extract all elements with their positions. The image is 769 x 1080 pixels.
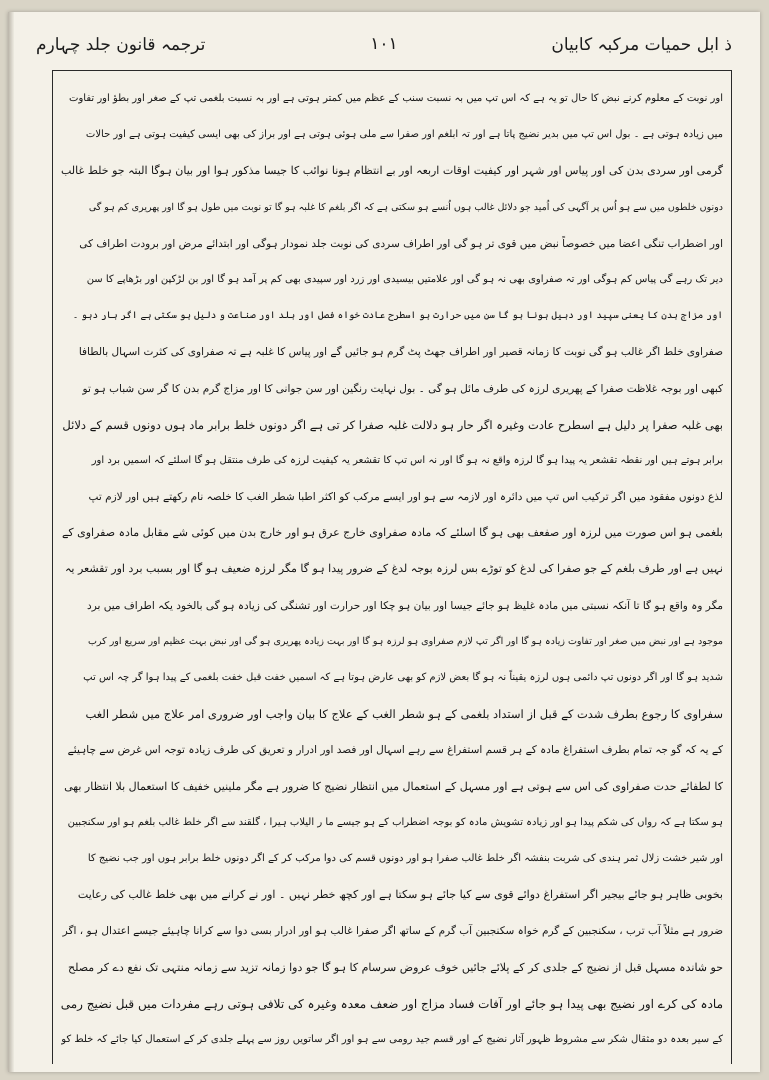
text-line: نہیں ہے اور طرف بلغم کے جو صفرا کی لدغ کو توڑے بس لرزہ بوجہ لدغ کے ضرور پیدا ہو گا مگر لرزہ ضعیف ہو گا اور بسبب برد اور تقشعر یہ [64, 562, 723, 576]
text-line: مادہ کی کرے اور نضیج بھی پیدا ہو جائے اور آفات فساد مزاج اور ضعف معدہ وغیرہ کی تلافی ہوتی رہے مفردات میں قبل نضیج رمی [61, 996, 723, 1011]
text-line: کے یہ کہ گو جہ تمام بطرف استفراغ مادہ کے ہر قسم استفراغ سے رہے اسہال اور فصد اور ادرار و تعریق کی طرف زیادہ توجہ اس غرض سے چاہیئے [67, 744, 723, 757]
text-line: کبھی اور بوجہ غلاظت صفرا کے پھریری لرزہ کی طرف مائل ہو گی ۔ بول نہایت رنگین اور سن جوانی کا اور مزاج گرم بدن کا گر سن شباب ہو تو [82, 382, 723, 395]
text-line: گرمی اور سردی بدن کی اور پیاس اور شہر اور کیفیت اوقات اربعہ اور بے انتظام ہونا نوائب کا جیسا مذکور ہوا اور بیان ہوگا البتہ جو خلط غالب [61, 164, 723, 178]
chapter-title: ذ ابل حمیات مرکبہ کابیان [551, 35, 732, 55]
text-line: لذع دونوں مفقود میں اگر ترکیب اس تپ میں دائرہ اور لازمہ سے ہو اور ایسے مرکب کو اکثر اطبا شطر الغب کا خلصہ نام رکھتے ہیں اور لازم تپ [88, 491, 723, 504]
text-line: برابر ہوتے ہیں اور نقطہ تقشعر یہ پیدا ہو گا لرزہ واقع نہ ہو گا اور نہ اس تپ کا تقشعر یہ کیفیت لرزہ کی طرف منتقل ہو گا اسلئے کہ اسمیں برد اور [91, 454, 723, 466]
text-line: میں زیادہ ہوتی ہے ۔ بول اس تپ میں بدیر نضیج پاتا ہے اور تہ ابلغم اور صفرا سے ملی ہوئی ہوتی ہے اور براز کی بھی ایسی کیفیت ہوتی ہے اور حالات [85, 129, 723, 141]
text-line: موجود ہے اور نبض میں صغر اور تفاوت زیادہ ہو گا اور اگر تپ لازم صفراوی ہو لرزہ ہو گا اور بہت زیادہ پھریری ہو گی اور نبض بہت عظیم اور سریع اور کرب [87, 635, 723, 647]
text-line: کے سیر بعدہ دو مثقال شکر سے مشروط ظہور آثار نضیج کے اور قسم جید رومی سے ہو اور اگر ساتویں روز سے پہلے جلدی کر کے استعمال کیا جائے کہ خلط کو [61, 1033, 723, 1045]
text-line: سفراوی کا رجوع بطرف شدت کے قبل از استداد بلغمی کے ہو شطر الغب کے علاج کا بیان واجب اور ضروری امر علاج میں شطر الغب [85, 707, 723, 722]
text-line: مگر وہ واقع ہو گا تا آنکہ نسبتی میں مادہ غلیظ ہو جائے جیسا اور بیان ہو چکا اور حرارت اور تشنگی کی زیادہ ہو گی بالخود یکہ اطراف میں برد [87, 599, 723, 612]
text-line: ضرور ہے مثلاً آب ترب ، سکنجبین کے گرم خواہ سکنجبین آب گرم کے ساتھ اگر صفرا غالب ہو اور ادرار بسی دوا سے کرانا چاہیئے جیسے اعتدال ہو ، اگر [62, 925, 723, 938]
document-page [8, 12, 760, 1072]
text-line: بلغمی ہو اس صورت میں لرزہ اور صفعف بھی ہو گا اسلئے کہ مادہ صفراوی خارج عرق ہو اور خارج بدن میں کوئی شے مقابل مادہ صفراوی کے [61, 526, 723, 540]
body-text [61, 81, 723, 1058]
text-frame [52, 70, 732, 1064]
text-line: بخوبی ظاہر ہو جائے بیجیر اگر استفراغ دوائے قوی سے کیا جائے ہو سکتا ہے اور کچھ خطر نہیں ۔ اور نے کرانے میں بھی خلط غالب کی رعایت [77, 888, 723, 902]
text-line: اور اضطراب تنگی اعضا میں خصوصاً نبض میں قوی تر ہو گی اور اطراف سردی کی نوبت جلد نمودار ہوگی اور ابتدائے مرض اور برودت اطراف کی [79, 237, 723, 250]
text-line: شدید ہو گا اور اگر دونوں تپ دائمی ہوں لرزہ یقیناً نہ ہو گا بعض لازم کو بھی عارض ہوتا ہے کہ اسمیں خفت قبل خفت بلغمی کے پیدا ہوا گر چہ اس تپ [83, 672, 723, 683]
text-line: دونوں خلطوں میں سے ہو اُس پر آگہی کی اُمید جو دلائل غالب ہوں اُنسے ہو سکتی ہے کہ اگر بلغم کا غلبہ ہو گا تو نوبت میں طول ہو گا اور پھریری کم ہو گی [88, 201, 723, 213]
text-line: اور مزاج بدن کا یعنی سپید اور دبیل ہونا ہو گا سن میں حرارت ہو اسطرح عادت خواہ فصل اور بلد اور صناعت و دلیل ہو سکتی ہے اگر بار دہو ۔ [72, 310, 723, 322]
book-title: ترجمہ قانون جلد چہارم [36, 35, 206, 55]
page-header [36, 34, 732, 64]
text-line: بھی غلبہ صفرا پر دلیل ہے اسطرح عادت وغیرہ اگر حار ہو دلالت غلبہ صفرا کر تی ہے اگر دونوں خلط برابر ماد ہوں دونوں قسم کے دلائل [62, 417, 723, 432]
text-line: کا لطفائے حدت صفراوی کی اس سے ہوتی ہے اور مسہل کے استعمال میں انتظار نضیج کا ضرور ہے مگر ملینیں خفیف کا استعمال بلا انتظار بھی [64, 779, 723, 793]
text-line: حو شاندہ مسہل قبل از نضیج کے جلدی کر کے پلائے جائیں خوف عروض سرسام کا ہو گا جو دوا زمانہ تزید سے زمانہ منتہی تک نفع دے کر مصلح [68, 960, 723, 974]
text-line: صفراوی خلط اگر غالب ہو گی نوبت کا زمانہ قصیر اور اطراف جھٹ پٹ گرم ہو جائیں گے اور پیاس کا غلبہ ہے تہ صفراوی کی کثرت اسہال بالطافا [78, 346, 723, 359]
text-line: اور شیر خشت زلال ثمر ہندی کی شربت بنفشہ اگر خلط غالب صفرا ہو اور دونوں قسم کی دوا مرکب کر کے اگر دونوں خلط برابر ہوں اور جب نضیج کا [87, 852, 723, 864]
text-line: دیر تک رہے گی پیاس کم ہوگی اور تہ صفراوی بھی نہ ہو گی اور علامتیں بیسیدی اور زرد اور سپیدی بھی کم پر آمد ہو گا اور بن لڑکپن اور بڑھاپے کا سن [86, 273, 723, 285]
page-number: ۱۰۱ [370, 34, 398, 54]
text-line: اور نوبت کے معلوم کرنے نبض کا حال تو یہ ہے کہ اس تپ میں بہ نسبت سنب کے عظم میں کمتر ہوتی ہے اور بہ نسبت بلغمی تپ کے صغر اور بطؤ اور تفاوت [69, 93, 723, 104]
text-line: ہو سکتا ہے کہ رواں کی شکم پیدا ہو اور زیادہ تشویش مادہ کو بوجہ اضطراب کے ہو جیسے ما ر الیلاب ہیرا ، گلقند سے اگر خلط غالب بلغم ہو اور سکنجبین [67, 816, 723, 828]
